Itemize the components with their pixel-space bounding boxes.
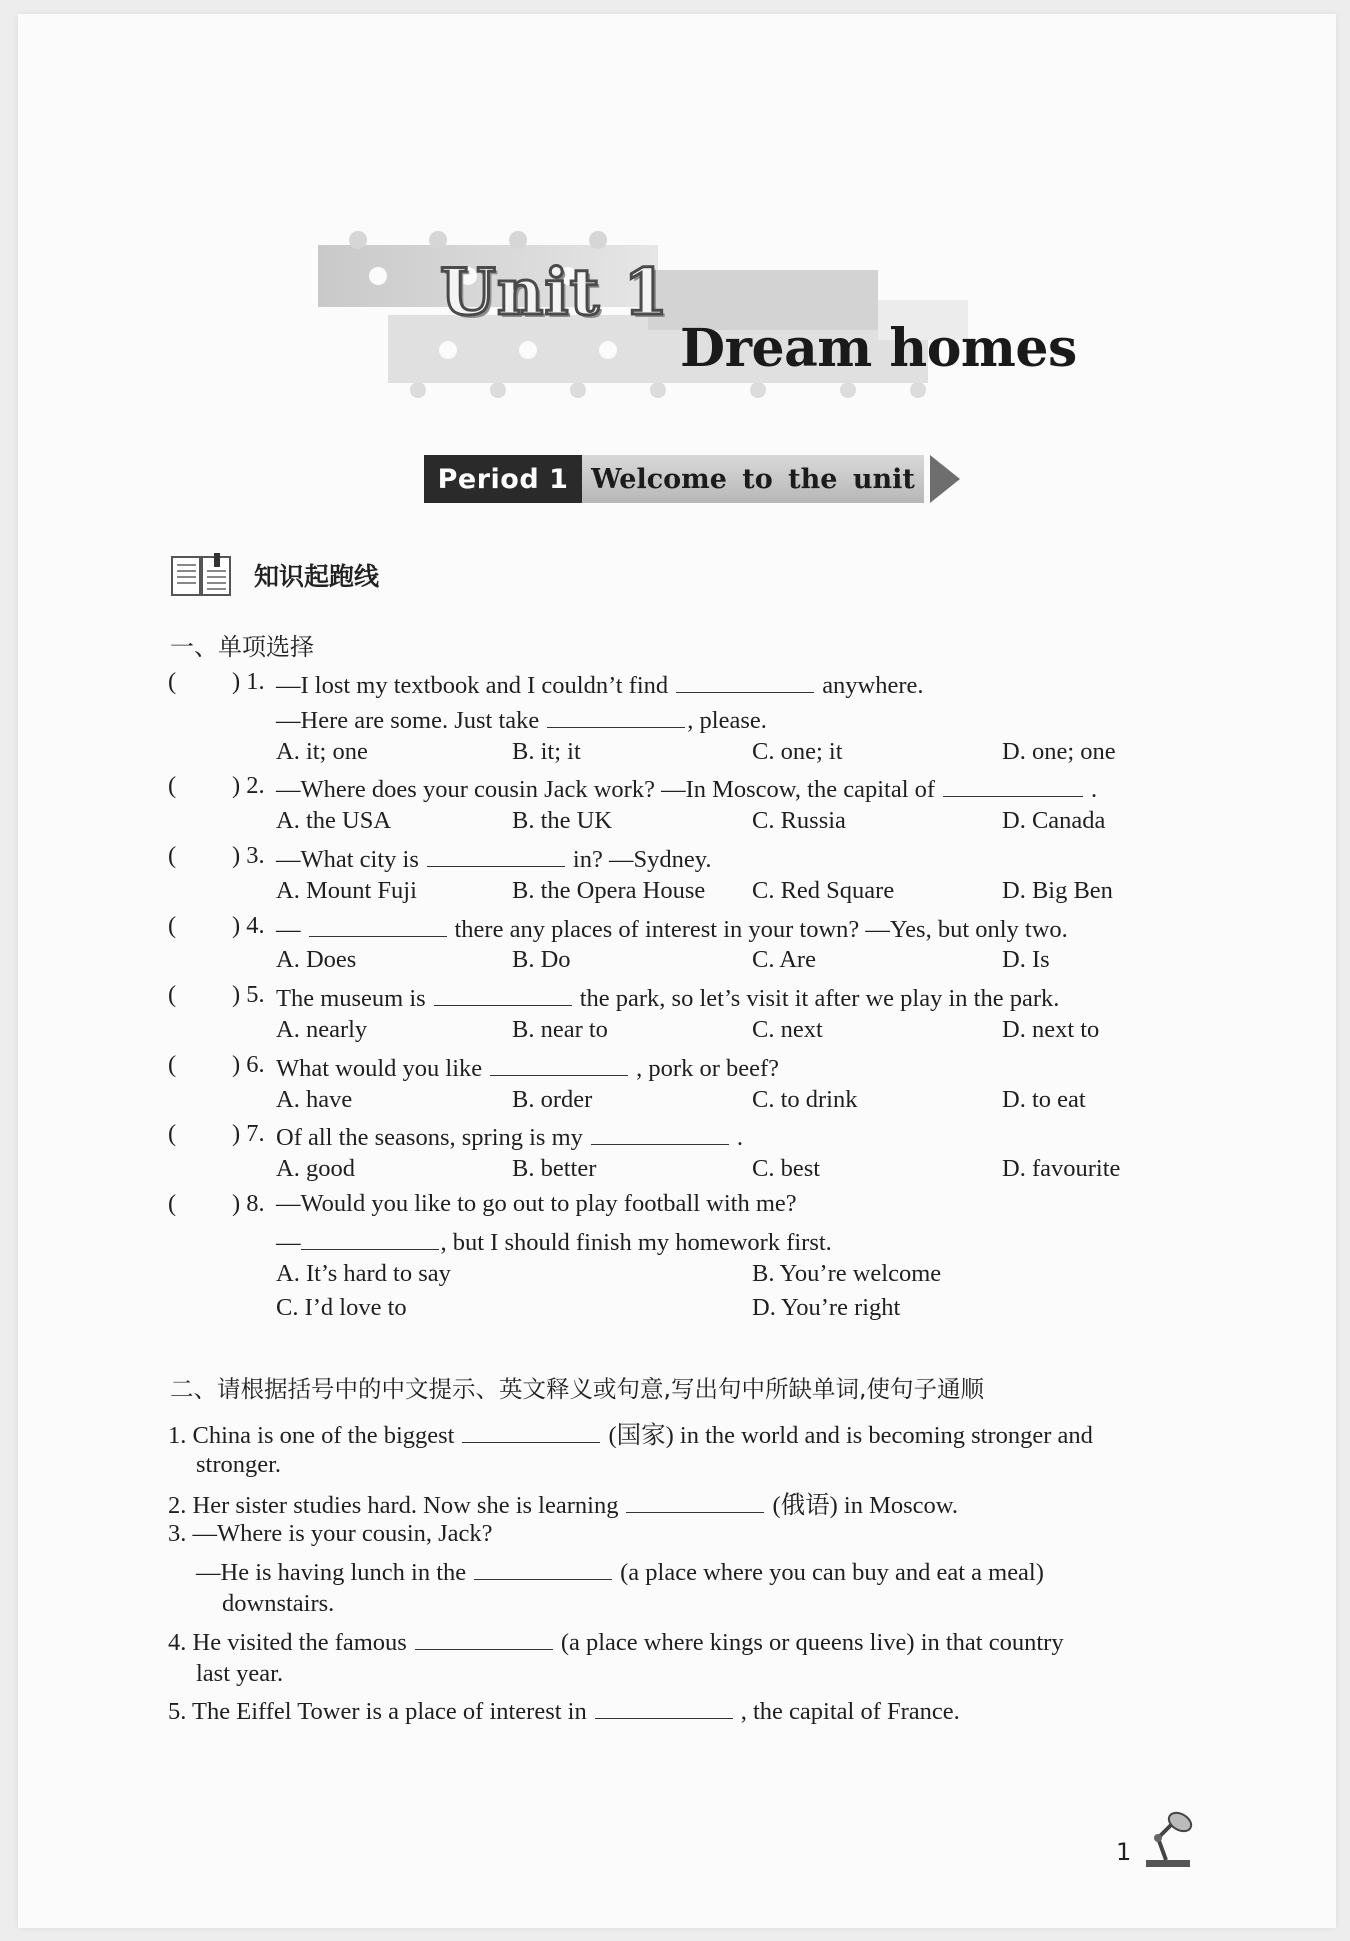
answer-paren-open: (	[168, 1120, 177, 1148]
stem-text: —Would you like to go out to play football with me?	[276, 1190, 797, 1217]
fill-item	[196, 1555, 1044, 1587]
question-stem	[276, 842, 711, 874]
answer-slot[interactable]	[178, 772, 230, 800]
answer-slot[interactable]	[178, 1190, 230, 1218]
answer-blank[interactable]	[676, 668, 814, 693]
answer-blank[interactable]	[591, 1120, 729, 1145]
period-banner	[424, 455, 960, 503]
arrow-right-icon	[930, 455, 960, 503]
option-d[interactable]: D. to eat	[1002, 1085, 1086, 1113]
period-topic: Welcome to the unit	[582, 455, 924, 503]
fill-item-continuation: stronger.	[196, 1450, 282, 1478]
fill-item-text: , the capital of France.	[740, 1698, 960, 1726]
option-a[interactable]: A. Does	[276, 946, 357, 974]
answer-blank[interactable]	[474, 1555, 612, 1580]
option-a[interactable]: A. Mount Fuji	[276, 876, 417, 904]
answer-blank[interactable]	[490, 1051, 628, 1076]
stem-text: , pork or beef?	[636, 1054, 780, 1082]
fill-item-text: 3. —Where is your cousin, Jack?	[168, 1520, 493, 1548]
option-d[interactable]: D. Is	[1002, 946, 1050, 974]
question-stem-line2	[276, 703, 767, 735]
fill-item-text: 4. He visited the famous	[168, 1628, 407, 1656]
option-d[interactable]: D. favourite	[1002, 1155, 1121, 1183]
answer-blank[interactable]	[943, 772, 1083, 797]
question-number: ) 1.	[232, 668, 265, 695]
question-stem	[276, 668, 924, 700]
fill-item-text: (a place where kings or queens live) in that country	[560, 1628, 1064, 1656]
question-stem	[276, 981, 1059, 1013]
option-a[interactable]: A. the USA	[276, 807, 392, 835]
option-a[interactable]: A. it; one	[276, 737, 368, 765]
stem-text: —Where does your cousin Jack work? —In Moscow, the capital of	[276, 776, 936, 804]
fill-item-text: 2. Her sister studies hard. Now she is learning	[168, 1491, 619, 1519]
stem-text: —Here are some. Just take	[276, 706, 540, 734]
answer-slot[interactable]	[178, 1120, 230, 1148]
question-stem	[276, 1190, 797, 1218]
question-number: ) 7.	[232, 1120, 265, 1148]
fill-item-continuation: last year.	[196, 1659, 284, 1687]
stem-text: Of all the seasons, spring is my	[276, 1124, 583, 1152]
stem-text: The museum is	[276, 985, 426, 1013]
option-c[interactable]: C. Are	[752, 946, 816, 974]
answer-blank[interactable]	[415, 1625, 553, 1650]
fill-item-text: 1. China is one of the biggest	[168, 1422, 455, 1449]
answer-slot[interactable]	[178, 912, 230, 940]
option-d[interactable]: D. one; one	[1002, 737, 1116, 765]
period-label: Period 1	[424, 455, 582, 503]
fill-item-text: —He is having lunch in the	[196, 1559, 467, 1587]
option-b[interactable]: B. order	[512, 1085, 593, 1113]
option-c[interactable]: C. one; it	[752, 737, 843, 765]
option-b[interactable]: B. near to	[512, 1016, 608, 1043]
section-title: 知识起跑线	[254, 562, 380, 591]
option-d[interactable]: D. You’re right	[752, 1294, 901, 1322]
stem-text: the park, so let’s visit it after we play in the park.	[579, 985, 1060, 1013]
question-number: ) 2.	[232, 772, 265, 800]
answer-paren-open: (	[168, 772, 177, 800]
answer-blank[interactable]	[309, 912, 447, 937]
answer-paren-open: (	[168, 842, 177, 869]
question-number: ) 4.	[232, 911, 265, 939]
stem-text: —	[276, 1228, 301, 1256]
question-stem	[276, 772, 1097, 804]
stem-text: What would you like	[276, 1054, 483, 1082]
option-c[interactable]: C. I’d love to	[276, 1294, 407, 1322]
fill-item	[168, 1416, 1093, 1451]
answer-paren-open: (	[168, 1190, 177, 1217]
stem-text: .	[736, 1124, 744, 1152]
question-number: ) 8.	[232, 1190, 265, 1217]
question-stem	[276, 1051, 779, 1083]
stem-text: , but I should finish my homework first.	[440, 1228, 832, 1256]
answer-blank[interactable]	[427, 842, 565, 867]
answer-blank[interactable]	[547, 703, 685, 728]
answer-blank[interactable]	[301, 1225, 439, 1250]
part1-heading: 一、单项选择	[170, 633, 314, 661]
answer-paren-open: (	[168, 911, 177, 939]
stem-text: , please.	[687, 706, 767, 734]
option-c[interactable]: C. Red Square	[752, 876, 895, 904]
fill-item-continuation: downstairs.	[222, 1590, 335, 1617]
fill-item-text: (俄语) in Moscow.	[772, 1491, 958, 1519]
option-d[interactable]: D. Big Ben	[1002, 876, 1113, 904]
answer-blank[interactable]	[462, 1418, 600, 1443]
question-number: ) 3.	[232, 842, 265, 869]
stem-text: —I lost my textbook and I couldn’t find	[276, 672, 669, 699]
answer-paren-open: (	[168, 668, 177, 695]
option-a[interactable]: A. good	[276, 1155, 355, 1183]
stem-text: —	[276, 915, 301, 943]
option-c[interactable]: C. Russia	[752, 807, 846, 835]
question-stem	[276, 1120, 743, 1152]
fill-item	[168, 1625, 1064, 1657]
option-c[interactable]: C. to drink	[752, 1085, 858, 1113]
option-b[interactable]: B. better	[512, 1155, 597, 1183]
option-b[interactable]: B. the UK	[512, 807, 613, 835]
option-d[interactable]: D. Canada	[1002, 807, 1106, 835]
option-c[interactable]: C. best	[752, 1155, 821, 1183]
fill-item	[168, 1694, 960, 1726]
fill-item	[168, 1486, 958, 1521]
option-b[interactable]: B. the Opera House	[512, 876, 706, 904]
answer-paren-open: (	[168, 1050, 177, 1078]
option-c[interactable]: C. next	[752, 1016, 823, 1043]
option-a[interactable]: A. It’s hard to say	[276, 1259, 451, 1287]
unit-subtitle: Dream homes	[680, 318, 1077, 379]
stem-text: anywhere.	[822, 672, 924, 699]
answer-slot[interactable]	[178, 668, 230, 696]
fill-item-text: (国家) in the world and is becoming stronger and	[608, 1422, 1093, 1449]
fill-item-text: 5. The Eiffel Tower is a place of interest in	[168, 1698, 587, 1726]
option-d[interactable]: D. next to	[1002, 1016, 1100, 1043]
answer-paren-open: (	[168, 981, 177, 1009]
option-a[interactable]: A. have	[276, 1085, 353, 1113]
page-number: 1	[1116, 1838, 1132, 1866]
stem-text: .	[1091, 776, 1098, 804]
answer-slot[interactable]	[178, 842, 230, 870]
answer-blank[interactable]	[434, 981, 572, 1006]
question-stem	[276, 912, 1068, 944]
option-b[interactable]: B. You’re welcome	[752, 1259, 942, 1287]
desk-lamp-icon	[1140, 1810, 1198, 1870]
unit-title: Unit 1	[440, 255, 670, 330]
stem-text: in? —Sydney.	[572, 846, 712, 873]
answer-slot[interactable]	[178, 1051, 230, 1079]
answer-blank[interactable]	[626, 1488, 764, 1513]
option-b[interactable]: B. Do	[512, 946, 571, 974]
stem-text: there any places of interest in your town? —Yes, but only two.	[454, 915, 1068, 943]
option-b[interactable]: B. it; it	[512, 737, 581, 765]
question-number: ) 6.	[232, 1050, 265, 1078]
answer-slot[interactable]	[178, 981, 230, 1009]
option-a[interactable]: A. nearly	[276, 1016, 368, 1043]
section-header	[170, 551, 379, 599]
question-stem-line2	[276, 1225, 832, 1257]
part2-heading: 二、请根据括号中的中文提示、英文释义或句意,写出句中所缺单词,使句子通顺	[170, 1375, 984, 1403]
fill-item-text: (a place where you can buy and eat a meal)	[620, 1559, 1044, 1587]
stem-text: —What city is	[276, 846, 419, 873]
question-number: ) 5.	[232, 981, 265, 1009]
open-book-icon	[170, 551, 234, 599]
answer-blank[interactable]	[595, 1694, 733, 1719]
